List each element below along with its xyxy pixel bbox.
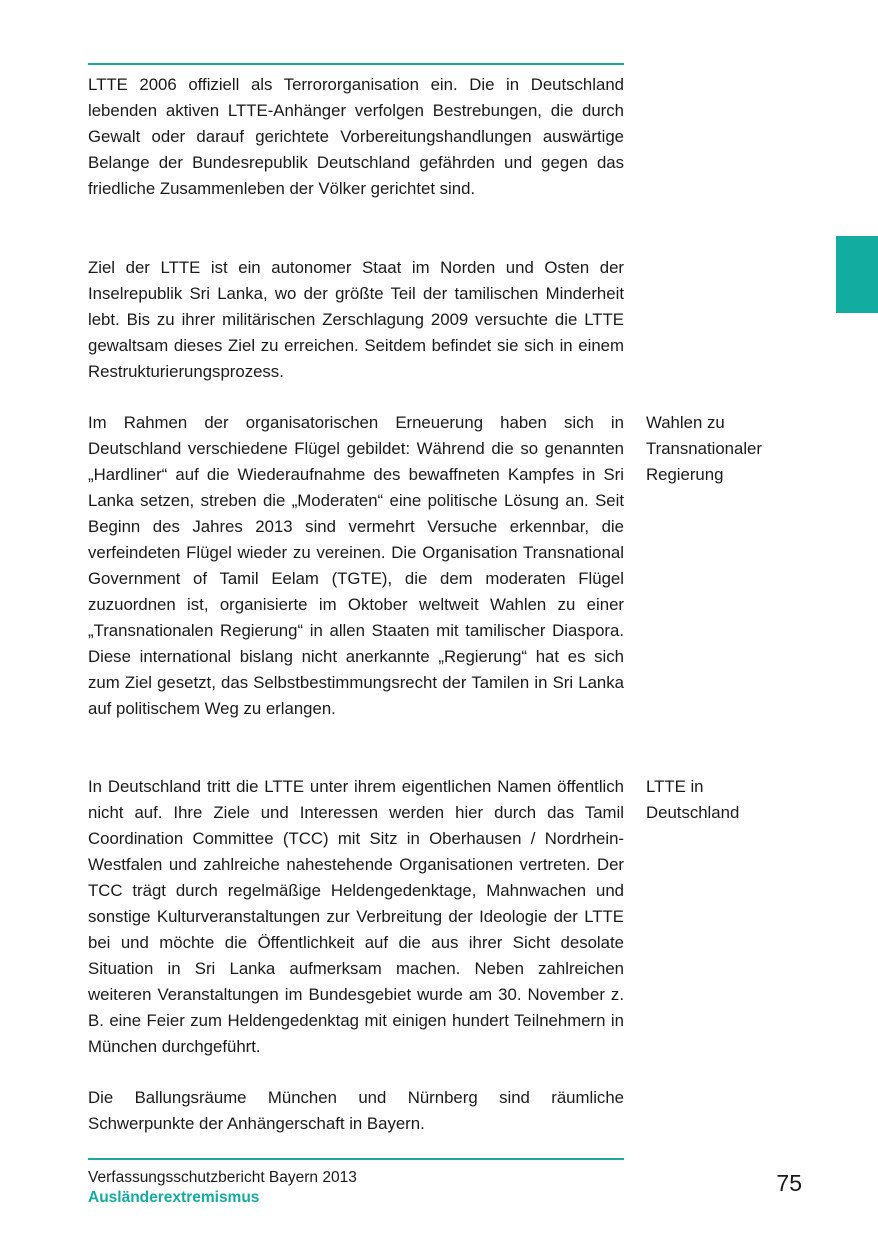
footer-section-name: Ausländerextremismus — [88, 1189, 260, 1206]
paragraph-ltte-goal: Ziel der LTTE ist ein autonomer Staat im Norden und Osten der Inselrepublik Sri Lanka, wo der größte Teil der tamilischen Minderheit lebt. Bis zu ihrer militärischen Zerschlagung 2009 versuchte die LTTE gewaltsam dieses Ziel zu erreichen. Seitdem befindet sie sich in einem Restrukturierungsprozess. — [88, 258, 624, 381]
paragraph-bavaria-focus: Die Ballungsräume München und Nürnberg sind räumliche Schwerpunkte der Anhängerschaft in Bayern. — [88, 1088, 624, 1133]
footer-report-title: Verfassungsschutzbericht Bayern 2013 — [88, 1169, 357, 1186]
page-number: 75 — [776, 1170, 802, 1196]
paragraph-ltte-in-germany: In Deutschland tritt die LTTE unter ihrem eigentlichen Namen öffentlich nicht auf. Ihre Ziele und Interessen werden hier durch das Tamil Coordination Committee (TCC) mit Sitz in Oberhausen / Nordrhein-Westfalen und zahlreiche nahestehende Organisationen vertreten. Der TCC trägt durch regelmäßige Heldengedenktage, Mahnwachen und sonstige Kulturveranstaltungen zur Verbreitung der Ideologie der LTTE bei und möchte die Öffentlichkeit auf die aus ihrer Sicht desolate Situation in Sri Lanka aufmerksam machen. Neben zahlreichen weiteren Veranstaltungen im Bundesgebiet wurde am 30. November z. B. eine Feier zum Heldengedenktag mit einigen hundert Teilnehmern in München durchgeführt. — [88, 777, 624, 1056]
marginal-note-ltte-germany: LTTE in Deutschland — [646, 777, 740, 822]
chapter-tab-marker — [836, 236, 878, 313]
bottom-rule — [88, 1158, 624, 1160]
marginal-note-elections: Wahlen zu Transnationaler Regierung — [646, 413, 762, 484]
paragraph-ltte-terror-classification: LTTE 2006 offiziell als Terrororganisation ein. Die in Deutschland lebenden aktiven LTTE-Anhänger verfolgen Bestrebungen, die durch Gewalt oder darauf gerichtete Vorbereitungshandlungen auswärtige Belange der Bundesrepublik Deutschland gefährden und gegen das friedliche Zusammenleben der Völker gerichtet sind. — [88, 75, 624, 198]
paragraph-organisational-renewal: Im Rahmen der organisatorischen Erneuerung haben sich in Deutschland verschiedene Flügel gebildet: Während die so genannten „Hardliner“ auf die Wiederaufnahme des bewaffneten Kampfes in Sri Lanka setzen, streben die „Moderaten“ eine politische Lösung an. Seit Beginn des Jahres 2013 sind vermehrt Versuche erkennbar, die verfeindeten Flügel wieder zu vereinen. Die Organisation Transnational Government of Tamil Eelam (TGTE), die dem moderaten Flügel zuzuordnen ist, organisierte im Oktober weltweit Wahlen zu einer „Transnationalen Regierung“ in allen Staaten mit tamilischer Diaspora. Diese international bislang nicht anerkannte „Regierung“ hat es sich zum Ziel gesetzt, das Selbstbestimmungsrecht der Tamilen in Sri Lanka auf politischem Weg zu erlangen. — [88, 413, 624, 718]
top-rule — [88, 63, 624, 65]
